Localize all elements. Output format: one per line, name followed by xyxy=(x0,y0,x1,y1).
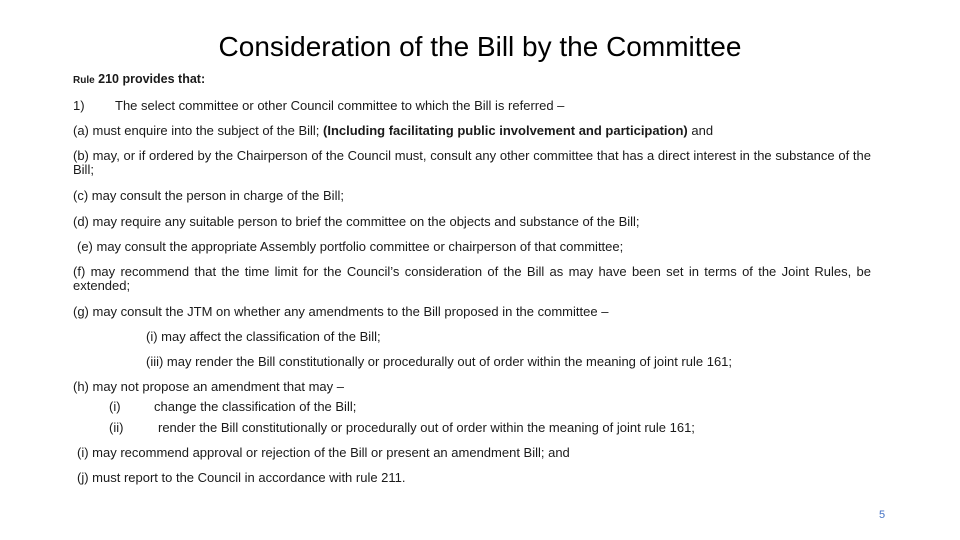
page-number: 5 xyxy=(879,509,886,521)
clause-g: (g) may consult the JTM on whether any amendments to the Bill proposed in the committee – xyxy=(73,304,609,319)
rule-intro xyxy=(73,72,205,88)
clause-b: (b) may, or if ordered by the Chairperson of the Council must, consult any other committee that has a direct interest in the substance of the Bill; xyxy=(73,148,871,177)
clause-j: (j) must report to the Council in accordance with rule 211. xyxy=(77,470,406,485)
clause-a-text: (a) must enquire into the subject of the Bill; xyxy=(73,123,324,138)
clause-d: (d) may require any suitable person to brief the committee on the objects and substance of the Bill; xyxy=(73,214,640,229)
clause-a-end: and xyxy=(687,123,714,138)
clause-g-i: (i) may affect the classification of the Bill; xyxy=(146,329,381,344)
clause-c: (c) may consult the person in charge of the Bill; xyxy=(73,188,344,203)
clause-h-ii-text: render the Bill constitutionally or procedurally out of order within the meaning of joint rule 161; xyxy=(158,420,695,435)
clause-h-ii-number: (ii) xyxy=(109,420,124,435)
clause-f: (f) may recommend that the time limit for the Council’s consideration of the Bill as may have been set in terms of the Joint Rules, be extended; xyxy=(73,264,871,293)
rule-word: Rule xyxy=(73,75,95,86)
clause-h-i-text: change the classification of the Bill; xyxy=(154,399,357,414)
clause-i: (i) may recommend approval or rejection of the Bill or present an amendment Bill; and xyxy=(77,445,570,460)
clause-a xyxy=(73,124,713,138)
rule-intro-rest: 210 provides that: xyxy=(94,72,206,86)
slide-title: Consideration of the Bill by the Committee xyxy=(218,31,742,62)
clause-g-iii: (iii) may render the Bill constitutionally or procedurally out of order within the meaning of joint rule 161; xyxy=(146,354,733,369)
clause-a-bold: (Including facilitating public involvement and participation) xyxy=(323,123,688,138)
item-1-number: 1) xyxy=(73,98,85,113)
item-1-text: The select committee or other Council committee to which the Bill is referred – xyxy=(115,98,565,113)
clause-e: (e) may consult the appropriate Assembly portfolio committee or chairperson of that committee; xyxy=(77,239,624,254)
clause-h: (h) may not propose an amendment that may – xyxy=(73,379,344,394)
clause-h-i-number: (i) xyxy=(109,399,121,414)
